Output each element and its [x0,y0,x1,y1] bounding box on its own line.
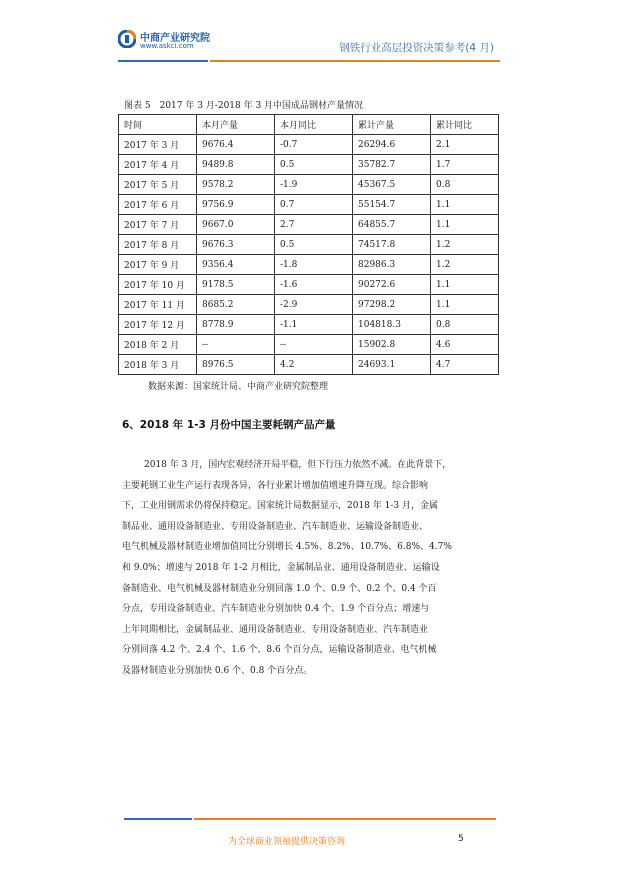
table-cell: 9676.3 [197,235,275,255]
table-cell: 2018 年 3 月 [119,355,197,375]
paragraph-line: 分点，专用设备制造业、汽车制造业分别加快 0.4 个、1.9 个百分点；增速与 [122,604,430,615]
table-cell: 4.7 [431,355,499,375]
table-row [119,175,499,195]
table-cell: 97298.2 [353,295,431,315]
table-cell: 9178.5 [197,275,275,295]
table-cell: 64855.7 [353,215,431,235]
paragraph-line: 上年同期相比，金属制品业、通用设备制造业、专用设备制造业、汽车制造业 [122,624,429,635]
table-cell: 9756.9 [197,195,275,215]
table-cell: 9676.4 [197,135,275,155]
table-cell: 1.7 [431,155,499,175]
table-cell: 90272.6 [353,275,431,295]
paragraph-line: 电气机械及器材制造业增加值同比分别增长 4.5%、8.2%、10.7%、6.8%、4.7% [122,542,452,553]
table-row [119,235,499,255]
footer-rule-orange [194,818,496,820]
table-row [119,355,499,375]
page-number: 5 [458,834,464,844]
table-cell: 1.1 [431,215,499,235]
table-cell: 15902.8 [353,335,431,355]
table-cell: 2017 年 4 月 [119,155,197,175]
table-cell: 9356.4 [197,255,275,275]
table-cell: 2.1 [431,135,499,155]
table-cell: 2017 年 7 月 [119,215,197,235]
table-row [119,195,499,215]
table-cell: 2017 年 8 月 [119,235,197,255]
table-cell: 9489.8 [197,155,275,175]
table-cell: 0.8 [431,175,499,195]
table-cell: 1.1 [431,275,499,295]
table-cell: 2017 年 12 月 [119,315,197,335]
paragraph-line: 2018 年 3 月，国内宏观经济开局平稳，但下行压力依然不减。在此背景下， [144,460,452,470]
table-cell: 0.5 [275,155,353,175]
table-cell: 0.7 [275,195,353,215]
paragraph-line: 和 9.0%；增速与 2018 年 1-2 月相比，金属制品业、通用设备制造业、运输设 [122,562,440,573]
table-cell: -1.1 [275,315,353,335]
table-cell: 2017 年 3 月 [119,135,197,155]
table-cell: 2018 年 2 月 [119,335,197,355]
table-row [119,295,499,315]
table-cell: 8778.9 [197,315,275,335]
paragraph-line: 下，工业用钢需求仍将保持稳定。国家统计局数据显示，2018 年 1-3 月，金属 [122,501,438,512]
table-cell: 104818.3 [353,315,431,335]
table-cell: 1.2 [431,235,499,255]
table-cell: -1.6 [275,275,353,295]
table-row [119,335,499,355]
steel-output-table [118,114,499,375]
table-cell: 1.1 [431,295,499,315]
table-cell: 0.5 [275,235,353,255]
table-cell: 2017 年 10 月 [119,275,197,295]
header-cell-monthly-yoy: 本月同比 [275,115,353,135]
data-source-note: 数据来源：国家统计局、中商产业研究院整理 [148,382,329,392]
table-cell: 26294.6 [353,135,431,155]
table-row [119,255,499,275]
table-cell: 1.1 [431,195,499,215]
table-cell: 24693.1 [353,355,431,375]
header-cell-cumulative-yoy: 累计同比 [431,115,499,135]
table-cell: -1.9 [275,175,353,195]
paragraph-line: 备制造业、电气机械及器材制造业分别回落 1.0 个、0.9 个、0.2 个、0.4 个百 [122,583,437,594]
table-cell: -0.7 [275,135,353,155]
table-header-row [119,115,499,135]
table-cell: 2017 年 11 月 [119,295,197,315]
body-paragraph [122,455,498,682]
table-row [119,215,499,235]
header-rule-orange [210,60,500,62]
table-cell: -1.8 [275,255,353,275]
header-cell-monthly-output: 本月产量 [197,115,275,135]
footer-slogan: 为全球商业领袖提供决策咨询 [228,837,346,847]
table-cell: 2017 年 9 月 [119,255,197,275]
header-rule-blue [118,60,208,62]
table-cell: 82986.3 [353,255,431,275]
paragraph-line: 主要耗钢工业生产运行表现各异，各行业累计增加值增速升降互现。综合影响 [122,480,429,491]
table-row [119,275,499,295]
header-cell-time: 时间 [119,115,197,135]
table-cell: 35782.7 [353,155,431,175]
header-cell-cumulative-output: 累计产量 [353,115,431,135]
table-cell: 9667.0 [197,215,275,235]
section-heading: 6、2018 年 1-3 月份中国主要耗钢产品产量 [122,419,336,431]
table-cell: 74517.8 [353,235,431,255]
table-cell: 0.8 [431,315,499,335]
table-cell: 9578.2 [197,175,275,195]
company-logo [118,28,228,54]
logo-url: www.askci.com [140,42,194,50]
paragraph-line: 制品业、通用设备制造业、专用设备制造业、汽车制造业、运输设备制造业、 [122,521,429,532]
paragraph-line: 分别回落 4.2 个、2.4 个、1.6 个、8.6 个百分点，运输设备制造业、电气机械 [122,645,437,656]
table-cell: 8685.2 [197,295,275,315]
table-cell: 2.7 [275,215,353,235]
table-cell: 4.6 [431,335,499,355]
table-caption: 图表 5 2017 年 3 月-2018 年 3 月中国成品钢材产量情况 [124,101,364,111]
table-row [119,155,499,175]
logo-name: 中商产业研究院 [140,33,210,44]
table-cell: 55154.7 [353,195,431,215]
table-cell: 2017 年 6 月 [119,195,197,215]
footer-rule-blue [124,818,192,820]
table-cell: 45367.5 [353,175,431,195]
table-cell: 8976.5 [197,355,275,375]
page-header [0,0,620,70]
table-cell: -- [275,335,353,355]
table-row [119,135,499,155]
table-row [119,315,499,335]
paragraph-line: 及器材制造业分别加快 0.6 个、0.8 个百分点。 [122,665,313,676]
table-cell: -- [197,335,275,355]
document-title: 钢铁行业高层投资决策参考(4 月) [339,42,494,54]
table-cell: 2017 年 5 月 [119,175,197,195]
table-cell: 1.2 [431,255,499,275]
logo-mark-icon [118,30,136,48]
table-cell: 4.2 [275,355,353,375]
table-cell: -2.9 [275,295,353,315]
